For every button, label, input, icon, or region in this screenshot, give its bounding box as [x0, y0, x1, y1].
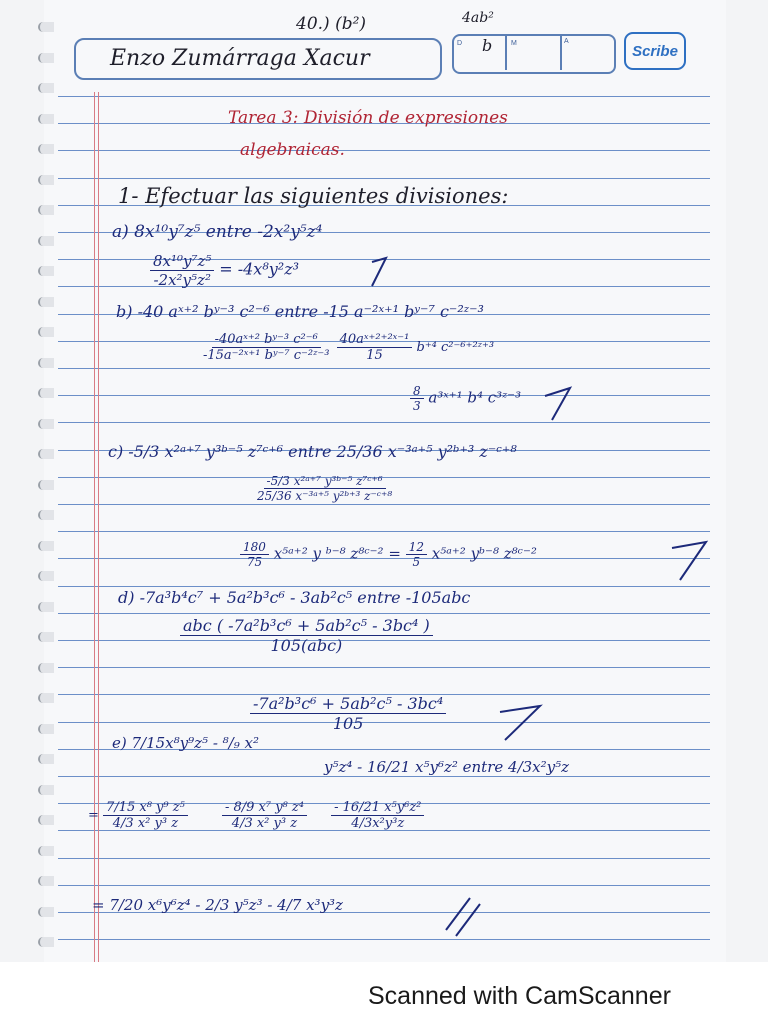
margin-note-right: 4ab² — [462, 10, 494, 26]
b-work2-denominator: 15 — [366, 348, 383, 363]
c-result-num: 12 — [406, 540, 427, 555]
e-t3-num: - 16/21 x⁵y⁶z² — [331, 800, 424, 816]
e-t3-den: 4/3x²y³z — [351, 816, 405, 831]
problem-a: a) 8x¹⁰y⁷z⁵ entre -2x²y⁵z⁴ — [112, 222, 323, 242]
e-t2-num: - 8/9 x⁷ y⁸ z⁴ — [222, 800, 307, 816]
problem-c: c) -5/3 x²ᵃ⁺⁷ y³ᵇ⁻⁵ z⁷ᶜ⁺⁶ entre 25/36 x⁻³ᵃ⁺⁵ y²ᵇ⁺³ z⁻ᶜ⁺⁸ — [108, 442, 517, 461]
problem-e-line1: e) 7/15x⁸y⁹z⁵ - ⁸/₉ x² — [112, 734, 259, 752]
d-result-den: 105 — [332, 714, 364, 733]
e-t1-num: 7/15 x⁸ y⁹ z⁵ — [103, 800, 188, 816]
problem-e-line2: y⁵z⁴ - 16/21 x⁵y⁶z² entre 4/3x²y⁵z — [324, 758, 570, 776]
c-work-denominator: 25/36 x⁻³ᵃ⁺⁵ y²ᵇ⁺³ z⁻ᶜ⁺⁸ — [257, 489, 393, 503]
problem-b: b) -40 aˣ⁺² bʸ⁻³ c²⁻⁶ entre -15 a⁻²ˣ⁺¹ bʸ⁻⁷ c⁻²ᶻ⁻³ — [116, 302, 484, 321]
b-result-vars: a³ˣ⁺¹ b⁴ c³ᶻ⁻³ — [428, 388, 522, 407]
check-mark-e — [446, 898, 480, 936]
assignment-title-line2: algebraicas. — [240, 140, 345, 160]
margin-note: 40.) (b²) — [296, 14, 367, 34]
date-label-year: A — [564, 38, 569, 45]
assignment-title-line1: Tarea 3: División de expresiones — [228, 108, 508, 128]
a-work-denominator: -2x²y⁵z² — [153, 271, 211, 289]
b-work-denominator: -15a⁻²ˣ⁺¹ bʸ⁻⁷ c⁻²ᶻ⁻³ — [203, 348, 330, 363]
b-result-coef-den: 3 — [413, 399, 421, 413]
check-mark-d — [500, 706, 540, 740]
b-work-numerator: -40aˣ⁺² bʸ⁻³ c²⁻⁶ — [212, 332, 321, 348]
student-name: Enzo Zumárraga Xacur — [110, 46, 370, 71]
scribe-logo: Scribe — [624, 32, 686, 70]
instruction-heading: 1- Efectuar las siguientes divisiones: — [118, 184, 509, 208]
c-result-den: 5 — [412, 555, 421, 569]
c-step-num: 180 — [240, 540, 269, 555]
c-step-den: 75 — [246, 555, 263, 569]
date-label-day: D — [457, 40, 463, 47]
e-t2-den: 4/3 x² y³ z — [231, 816, 298, 831]
c-step-vars: x⁵ᵃ⁺² y ᵇ⁻⁸ z⁸ᶜ⁻² — [273, 544, 384, 563]
a-result: = -4x⁸y²z³ — [219, 259, 300, 279]
d-result-num: -7a²b³c⁶ + 5ab²c⁵ - 3bc⁴ — [250, 694, 446, 714]
camscanner-watermark: Scanned with CamScanner — [368, 982, 671, 1010]
e-result: = 7/20 x⁶y⁶z⁴ - 2/3 y⁵z³ - 4/7 x³y³z — [92, 896, 343, 914]
e-t1-den: 4/3 x² y³ z — [112, 816, 179, 831]
c-work-numerator: -5/3 x²ᵃ⁺⁷ y³ᵇ⁻⁵ z⁷ᶜ⁺⁶ — [264, 474, 386, 489]
d-work-denominator: 105(abc) — [270, 636, 343, 655]
b-work2-numerator: 40aˣ⁺²⁺²ˣ⁻¹ — [337, 332, 413, 348]
check-mark-b — [545, 388, 570, 420]
date-label-month: M — [511, 40, 517, 47]
b-work2-rest: b⁺⁴ c²⁻⁶⁺²ᶻ⁺³ — [416, 340, 495, 355]
a-work-numerator: 8x¹⁰y⁷z⁵ — [150, 252, 214, 271]
check-mark-c — [672, 542, 706, 580]
c-step: $\frac{180}{75}$ x⁵ᵃ⁺² y ᵇ⁻⁸ z⁸ᶜ⁻² = $\frac{12}{5}$ x⁵ᵃ⁺² yᵇ⁻⁸ z⁸ᶜ⁻² — [240, 540, 537, 569]
check-mark-a — [372, 258, 386, 286]
date-box-fragment: b — [482, 36, 493, 55]
e-prefix: = — [88, 808, 99, 823]
d-work-numerator: abc ( -7a²b³c⁶ + 5ab²c⁵ - 3bc⁴ ) — [180, 616, 433, 636]
problem-d: d) -7a³b⁴c⁷ + 5a²b³c⁶ - 3ab²c⁵ entre -105abc — [118, 588, 471, 607]
b-result-coef-num: 8 — [410, 384, 424, 399]
c-result-vars: x⁵ᵃ⁺² yᵇ⁻⁸ z⁸ᶜ⁻² — [431, 544, 537, 563]
